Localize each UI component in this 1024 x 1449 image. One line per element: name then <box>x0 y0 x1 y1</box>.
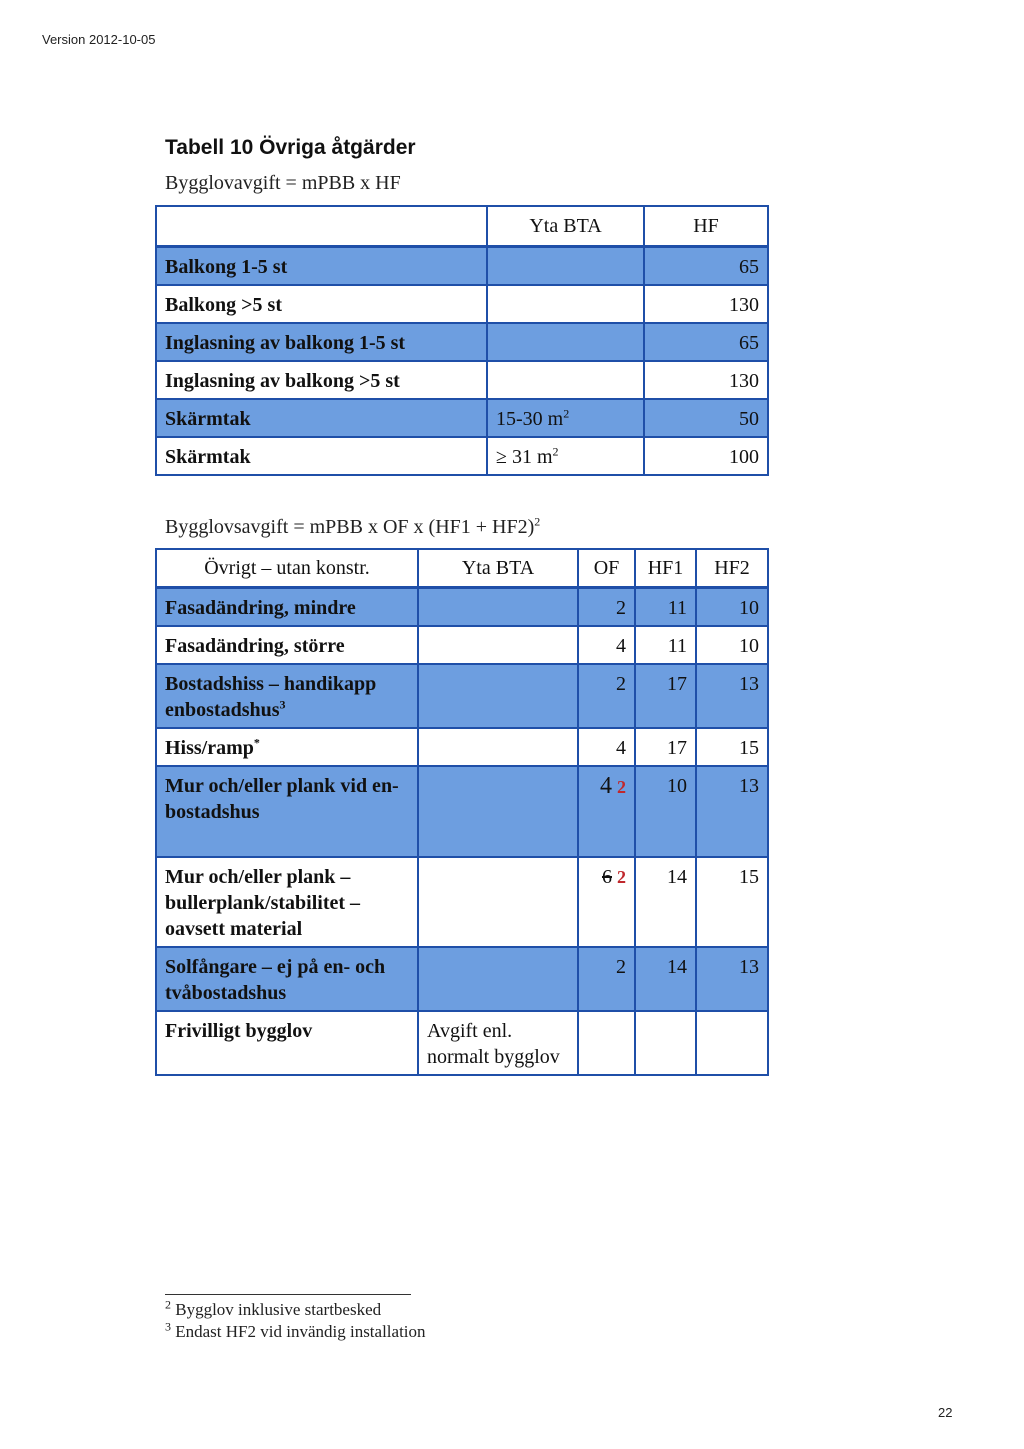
table1-header-hf: HF <box>644 206 768 247</box>
row-area <box>418 728 578 766</box>
row-label: Fasadändring, mindre <box>156 588 418 626</box>
table-row <box>156 323 768 361</box>
row-hf: 65 <box>644 247 768 285</box>
row-hf2: 13 <box>696 766 768 857</box>
table-row <box>156 728 768 766</box>
row-hf2: 13 <box>696 947 768 1011</box>
row-hf1: 17 <box>635 728 696 766</box>
table2-header-area: Yta BTA <box>418 549 578 588</box>
row-area <box>418 588 578 626</box>
row-label: Bostadshiss – handikapp enbostadshus$^3$ <box>156 664 418 728</box>
row-area: Avgift enl. normalt bygglov <box>418 1011 578 1075</box>
table2-header-hf1: HF1 <box>635 549 696 588</box>
row-hf: 130 <box>644 285 768 323</box>
row-hf2: 10 <box>696 626 768 664</box>
row-area <box>487 361 644 399</box>
row-of: 6 2 <box>578 857 635 947</box>
row-of: 2 <box>578 588 635 626</box>
row-label: Fasadändring, större <box>156 626 418 664</box>
row-hf: 65 <box>644 323 768 361</box>
row-hf: 50 <box>644 399 768 437</box>
table2-header-hf2: HF2 <box>696 549 768 588</box>
table2-header-label: Övrigt – utan konstr. <box>156 549 418 588</box>
footnote: $^2$ Bygglov inklusive startbesked <box>165 1297 382 1319</box>
table1-header-row <box>156 206 768 247</box>
table-row <box>156 664 768 728</box>
table1-header-area: Yta BTA <box>487 206 644 247</box>
formula-table2: Bygglovsavgift = mPBB x OF x $(HF1 + HF2)^2$ <box>165 514 541 538</box>
row-hf1: 11 <box>635 588 696 626</box>
row-area <box>418 947 578 1011</box>
table-row <box>156 1011 768 1075</box>
row-area <box>418 626 578 664</box>
row-label: Skärmtak <box>156 437 487 475</box>
row-hf1: 14 <box>635 857 696 947</box>
row-label: Inglasning av balkong 1-5 st <box>156 323 487 361</box>
table-row <box>156 766 768 857</box>
row-label: Frivilligt bygglov <box>156 1011 418 1075</box>
row-area <box>418 857 578 947</box>
table-row <box>156 947 768 1011</box>
row-area <box>418 664 578 728</box>
row-area: ≥ 31 $m^2$ <box>487 437 644 475</box>
row-of: 4 2 <box>578 766 635 857</box>
table2-header-of: OF <box>578 549 635 588</box>
table1-header-label <box>156 206 487 247</box>
row-label: Mur och/eller plank vid en-bostadshus <box>156 766 418 857</box>
table-row <box>156 247 768 285</box>
footnote-divider <box>165 1294 411 1295</box>
row-of: 4 <box>578 728 635 766</box>
table2-header-row <box>156 549 768 588</box>
row-area <box>418 766 578 857</box>
table-row <box>156 361 768 399</box>
table-title: Tabell 10 Övriga åtgärder <box>165 136 416 159</box>
row-hf1 <box>635 1011 696 1075</box>
row-of: 2 <box>578 947 635 1011</box>
row-hf2: 10 <box>696 588 768 626</box>
footnote: $^3$ Endast HF2 vid invändig installation <box>165 1319 426 1341</box>
row-label: Skärmtak <box>156 399 487 437</box>
formula-table1: Bygglovavgift = mPBB x HF <box>165 172 401 194</box>
row-hf: 130 <box>644 361 768 399</box>
row-label: Hiss/ramp* <box>156 728 418 766</box>
row-label: Solfångare – ej på en- och tvåbostadshus <box>156 947 418 1011</box>
row-hf2: 15 <box>696 728 768 766</box>
row-label: Balkong 1-5 st <box>156 247 487 285</box>
row-hf1: 17 <box>635 664 696 728</box>
row-area: 15-30 $m^2$ <box>487 399 644 437</box>
row-hf2: 13 <box>696 664 768 728</box>
row-label: Inglasning av balkong >5 st <box>156 361 487 399</box>
table-row <box>156 626 768 664</box>
row-hf1: 10 <box>635 766 696 857</box>
row-of: 4 <box>578 626 635 664</box>
table-row <box>156 285 768 323</box>
row-label: Balkong >5 st <box>156 285 487 323</box>
row-of: 2 <box>578 664 635 728</box>
row-area <box>487 247 644 285</box>
row-hf1: 11 <box>635 626 696 664</box>
row-of <box>578 1011 635 1075</box>
row-area <box>487 323 644 361</box>
of-struck-value: 6 <box>602 865 612 888</box>
table-row <box>156 399 768 437</box>
row-hf2 <box>696 1011 768 1075</box>
table-row <box>156 857 768 947</box>
row-label: Mur och/eller plank – bullerplank/stabilitet – oavsett material <box>156 857 418 947</box>
row-hf2: 15 <box>696 857 768 947</box>
fee-table-hf <box>155 205 769 476</box>
row-area <box>487 285 644 323</box>
row-hf1: 14 <box>635 947 696 1011</box>
fee-table-of-hf <box>155 548 769 1076</box>
table-row <box>156 588 768 626</box>
version-label: Version 2012-10-05 <box>42 32 156 47</box>
row-hf: 100 <box>644 437 768 475</box>
page-number: 22 <box>938 1405 953 1420</box>
table-row <box>156 437 768 475</box>
